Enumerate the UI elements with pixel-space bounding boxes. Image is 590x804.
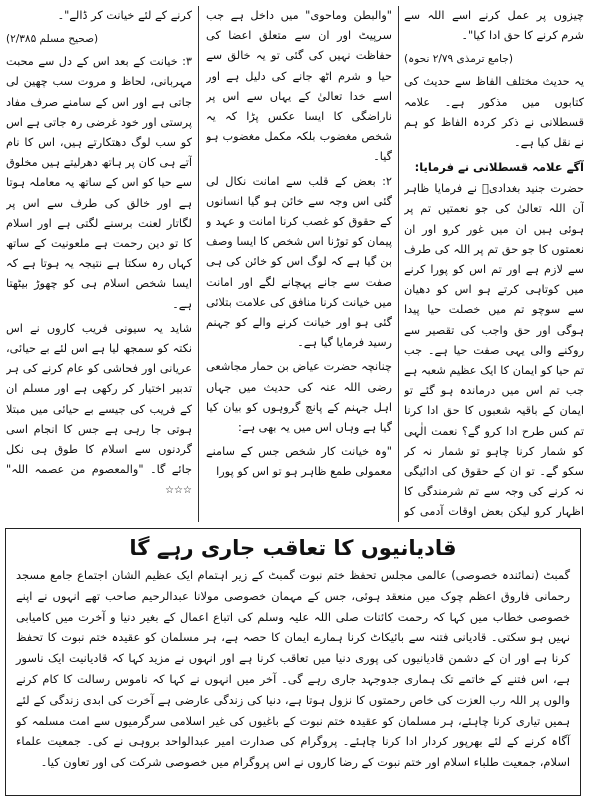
citation: (صحیح مسلم ۲/۳۸۵) <box>6 33 99 46</box>
paragraph: چنانچہ حضرت عیاض بن حمار مجاشعی رضی اللہ عنہ کی حدیث میں جہاں اہل جہنم کے پانچ گروہوں کو بیان کیا گیا ہے وہاں اس میں یہ بھی ہے: <box>206 360 392 435</box>
end-stars: ☆☆☆ <box>165 485 192 497</box>
column-left <box>6 6 192 522</box>
news-box <box>5 528 581 796</box>
paragraph: کرنے کے لئے خیانت کر ڈالے"۔ <box>57 9 192 22</box>
news-box-title: قادیانیوں کا تعاقب جاری رہے گا <box>129 536 457 560</box>
paragraph <box>6 319 192 502</box>
column-divider <box>398 6 399 522</box>
paragraph: ۲: بعض کے قلب سے امانت نکال لی گئی اس وجہ سے خائن ہو گیا انسانوں کے حقوق کو غصب کرنا امانت و عہد و پیمان کو توڑنا اس شخص کا ایسا وصف بن گیا ہے کہ لوگ اس کو خائن کی ہی صفت سے جانے پہچانے لگے اور امانت میں خیانت کرنا منافق کی علامت بتلائی گئی ہو اور خیانت کرنے والے کو جہنم رسید فرمایا گیا ہے۔ <box>206 174 392 350</box>
column-right <box>404 6 584 522</box>
column-middle <box>206 6 392 522</box>
paragraph: چیزوں پر عمل کرنے اسے اللہ سے شرم کرنے کا حق ادا کیا"۔ <box>404 9 584 43</box>
citation: (جامع ترمذی ۲/۷۹ نحوہ) <box>404 53 513 66</box>
quote: "وہ خیانت کار شخص جس کے سامنے معمولی طمع ظاہر ہو تو اس کو پورا <box>206 445 392 479</box>
news-box-body: گمبٹ (نمائندہ خصوصی) عالمی مجلس تحفظ ختم نبوت گمبٹ کے زیر اہتمام ایک عظیم الشان اجتماع جامع مسجد رحمانی فاروق اعظم چوک میں منعقد ہوئی، جس کے مہمان خصوصی مولانا عبدالرحیم صاحب تھے انہوں نے اپنے خصوصی خطاب میں کہا کہ رحمت کائنات صلی اللہ علیہ وسلم کی اتباع اعمال کے بغیر دنیا و آخرت میں کامیابی نہیں ہو سکتی۔ قادیانی فتنہ سے بائیکاٹ کرنا ہمارے ایمان کا حصہ ہے، ہر مسلمان کو عقیدہ ختم نبوت کا تحفظ کرنا ہے اور ان کے دشمن قادیانیوں کی پوری دنیا میں تعاقب کرنا ہے اور انہوں نے مزید کہا کہ قادیانیت ایک ناسور ہے، اس فتنے کے خاتمے تک ہماری جدوجہد جاری رہے گی۔ آخر میں انہوں نے کہا کہ ناموس رسالت کا کام کرنے والوں پر اللہ رب العزت کی خاص رحمتوں کا نزول ہوتا ہے، دنیا کی زندگی عارضی ہے آخرت کی ابدی زندگی کے لئے ہمیں تیاری کرنا چاہئے، ہر مسلمان کو عقیدہ ختم نبوت کے باغیوں کی غیر اسلامی سرگرمیوں سے امت مسلمہ کو آگاہ کرنے کے لئے بھرپور کردار ادا کرنا چاہئے۔ پروگرام کی صدارت امیر عبدالواحد بروہی نے کی۔ جمعیت علماء اسلام، جمعیت طلباء اسلام اور ختم نبوت کے رضا کاروں نے اس پروگرام میں خصوصی شرکت کی اور تعاون کیا۔ <box>16 568 570 770</box>
column-divider <box>198 6 199 522</box>
paragraph-text: شاید یہ سیونی فریب کاروں نے اس نکتہ کو سمجھ لیا ہے اس لئے بے حیائی، عریانی اور فحاشی کو عام کرنے کی ہر تدبیر اختیار کر رکھی ہے اور مسلم ان کے فریب کی جیسے بے حیائی میں مبتلا ہوتی جا رہی ہے جس کا انجام اسی گردنوں سے اسلام کا طوق ہی نکل جائے گا۔ "والمعصوم من عصمہ اللہ" <box>6 321 192 477</box>
paragraph: "والبطن وماحوی" میں داخل ہے جب سرپیٹ اور ان سے متعلق اعضا کی حفاظت نہیں کی گئی تو یہ خالق سے حیا و شرم اٹھ جانے کی دلیل ہے اور اسے خدا تعالیٰ کے یہاں سے اس پر ناراضگی کا ایسا عکس پڑا کہ یہ شخص مغضوب بلکہ مکمل مغضوب ہو گیا۔ <box>206 9 392 164</box>
subheading: آگے علامہ قسطلانی نے فرمایا: <box>414 160 584 175</box>
paragraph: یہ حدیث مختلف الفاظ سے حدیث کی کتابوں میں مذکور ہے۔ علامہ قسطلانی نے ذکر کردہ الفاظ کو ہم نے نقل کیا ہے۔ <box>404 75 584 150</box>
paragraph: حضرت جنید بغدادیؒ نے فرمایا ظاہر آن اللہ تعالیٰ کی جو نعمتیں تم پر ہوئی ہیں ان میں غور کرو اور ان نعمتوں کا جو حق تم پر اللہ کی طرف سے لازم ہے اور تم اس کو پورا کرنے میں کوتاہی کرتے ہو اس کو دھیان سے سوچو تم میں خصلت حیا پیدا ہوگی اور حق واجب کی تقصیر سے روکنے والی یہی صفت حیا ہے۔ جب تم حیا کو ایمان کا ایک عظیم شعبہ ہے جب تم اس میں درماندہ ہو گئے تو ایمان کے باقیہ شعبوں کا حق ادا کرنا تم کس طرح ادا کرو گے؟ نعمت الٰہی کو شمار کرنا چاہو تو شمار نہ کر سکو گے۔ تو ان کے حقوق کی ادائیگی نہ کرنے کی وجہ سے تم شرمندگی کا اظہار کرو لیکن بعض اوقات آدمی کو <box>404 182 584 519</box>
paragraph: ۳: خیانت کے بعد اس کے دل سے محبت مہربانی، لحاظ و مروت سب چھین لی جاتی ہے اور اس کے سامنے صرف مفاد پرستی اور خود غرضی رہ جاتی ہے اس کو سب لوگ دھتکارتے ہیں، اس کا نام آتے ہی کان پر ہاتھ دھرلیتے ہیں مخلوق سے حیا کو اس کے ساتھ یہ معاملہ ہوتا ہے اور خالق کی طرف سے اس پر لگاتار لعنت برسنے لگتی ہے اور اسلام کا تو دین رحمت ہے ملعونیت کے ساتھ کہاں رہ سکتا ہے نتیجہ یہ ہوتا ہے کہ ایسا شخص اسلام ہی کو چھوڑ بیٹھتا ہے۔ <box>6 55 192 311</box>
